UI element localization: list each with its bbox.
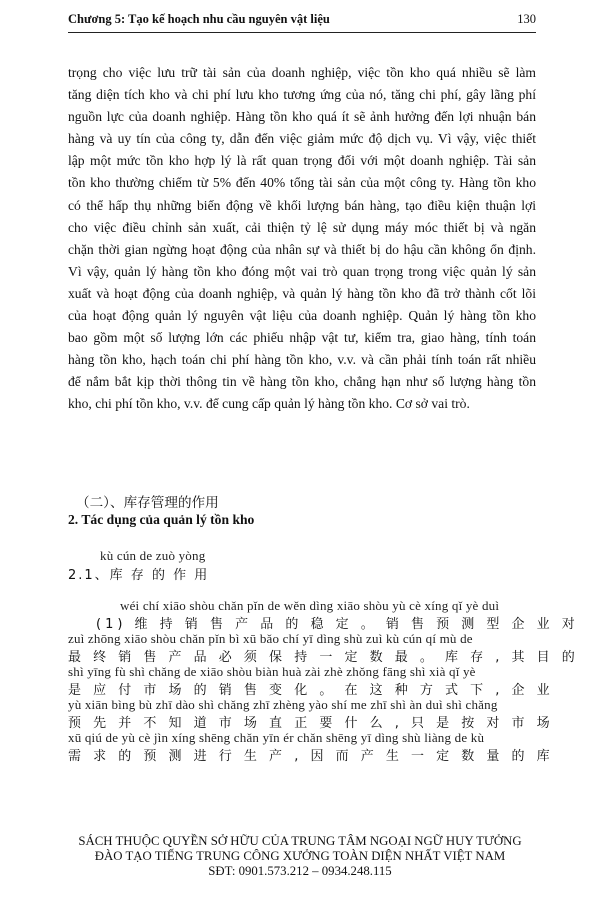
hanzi-line: 最 终 销 售 产 品 必 须 保 持 一 定 数 最 。 库 存 , 其 目 的: [68, 650, 579, 665]
paragraph-line: tồn kho thường chiếm từ 5% đến 40% tổng tài sản của một công ty. Hàng tồn kho: [68, 175, 536, 191]
paragraph-line: tăng diện tích kho và chi phí lưu kho tương ứng của nó, tăng chi phí, gây lãng phí: [68, 87, 536, 103]
paragraph-line: xuất và hoạt động của doanh nghiệp, và quản lý hàng tồn kho đã trở thành cốt lõi: [68, 285, 536, 301]
heading-chinese: （二）、库存管理的作用: [76, 495, 219, 511]
paragraph-line: hàng tồn kho, hạch toán chi phí hàng tồn kho, v.v. và cần phải tính toán rất nhiều: [68, 352, 536, 368]
pinyin-line: zuì zhōng xiāo shòu chǎn pǐn bì xū bǎo chí yī dìng shù zuì kù cún qí mù de: [68, 631, 473, 646]
heading-vietnamese: 2. Tác dụng của quản lý tồn kho: [68, 512, 255, 527]
body-paragraph: [68, 62, 536, 416]
paragraph-line: Vì vậy, quản lý hàng tồn kho đóng một vai trò quan trọng trong việc quản lý sản: [68, 263, 536, 279]
pinyin-line: xū qiú de yù cè jìn xíng shēng chǎn yīn ér chǎn shēng yī dìng shù liàng de kù: [68, 730, 485, 745]
hanzi-line: 需 求 的 预 测 进 行 生 产 , 因 而 产 生 一 定 数 量 的 库: [68, 749, 554, 764]
paragraph-line: cho việc điều chỉnh sản xuất, cải thiện tỷ lệ sử dụng máy móc thiết bị và ngăn: [68, 219, 536, 235]
page-number: 130: [517, 12, 536, 26]
hanzi-line: (1) 维 持 销 售 产 品 的 稳 定 。 销 售 预 测 型 企 业 对: [96, 617, 579, 632]
pinyin-line: yù xiān bìng bù zhī dào shì chǎng zhī zhèng yào shí me zhī shì àn duì shì chǎng: [68, 697, 498, 712]
subheading-chinese: 2.1、库 存 的 作 用: [68, 568, 210, 583]
paragraph-line: hàng và uy tín của công ty, dẫn đến việc giảm mức độ dịch vụ. Vì vậy, việc thiết: [68, 131, 536, 147]
footer-line-3: SĐT: 0901.573.212 – 0934.248.115: [208, 864, 392, 878]
footer-line-1: SÁCH THUỘC QUYỀN SỞ HỮU CỦA TRUNG TÂM NGOẠI NGỮ HUY TƯỞNG: [78, 834, 522, 848]
pinyin-line: shì yīng fù shì chǎng de xiāo shòu biàn huà zài zhè zhǒng fāng shì xià qǐ yè: [68, 664, 476, 679]
paragraph-line: để nắm bắt kịp thời thông tin về hàng tồn kho, chẳng hạn như số lượng hàng tồn: [68, 374, 536, 390]
page-header: [68, 10, 536, 33]
paragraph-line: của hoạt động quản lý nguyên vật liệu của doanh nghiệp. Quản lý hàng tồn kho: [68, 308, 536, 324]
chapter-title: Chương 5: Tạo kế hoạch nhu cầu nguyên vật liệu: [68, 12, 330, 26]
paragraph-line: trọng cho việc lưu trữ tài sản của doanh nghiệp, việc tồn kho quá nhiều sẽ làm: [68, 65, 536, 80]
pinyin-line: wéi chí xiāo shòu chǎn pǐn de wěn dìng xiāo shòu yù cè xíng qǐ yè duì: [120, 598, 500, 613]
paragraph-line: bao gồm một số lượng lớn các phiếu nhập vật tư, kiểm tra, giao hàng, tính toán: [68, 330, 536, 346]
hanzi-line: 预 先 并 不 知 道 市 场 直 正 要 什 么 , 只 是 按 对 市 场: [68, 716, 554, 731]
paragraph-line: kho, chi phí tồn kho, v.v. để cung cấp quản lý hàng tồn kho. Cơ sở vai trò.: [68, 396, 470, 412]
paragraph-line: có thể hấp thụ những biến động về khối lượng bán hàng, tạo điều kiện thuận lợi: [68, 197, 536, 213]
paragraph-line: lập một mức tồn kho hợp lý là rất quan trọng đối với một doanh nghiệp. Tài sản: [68, 153, 536, 169]
paragraph-line: chặn thời gian ngừng hoạt động của nhân sự và thiết bị do hậu cần không ổn định.: [68, 241, 536, 257]
subheading-pinyin: kù cún de zuò yòng: [100, 548, 206, 563]
paragraph-line: nguồn lực của doanh nghiệp. Hàng tồn kho quá ít sẽ ảnh hưởng đến lợi nhuận bán: [68, 109, 536, 125]
hanzi-line: 是 应 付 市 场 的 销 售 变 化 。 在 这 种 方 式 下 , 企 业: [68, 683, 554, 698]
footer-line-2: ĐÀO TẠO TIẾNG TRUNG CÔNG XƯỞNG TOÀN DIỆN NHẤT VIỆT NAM: [94, 849, 506, 863]
